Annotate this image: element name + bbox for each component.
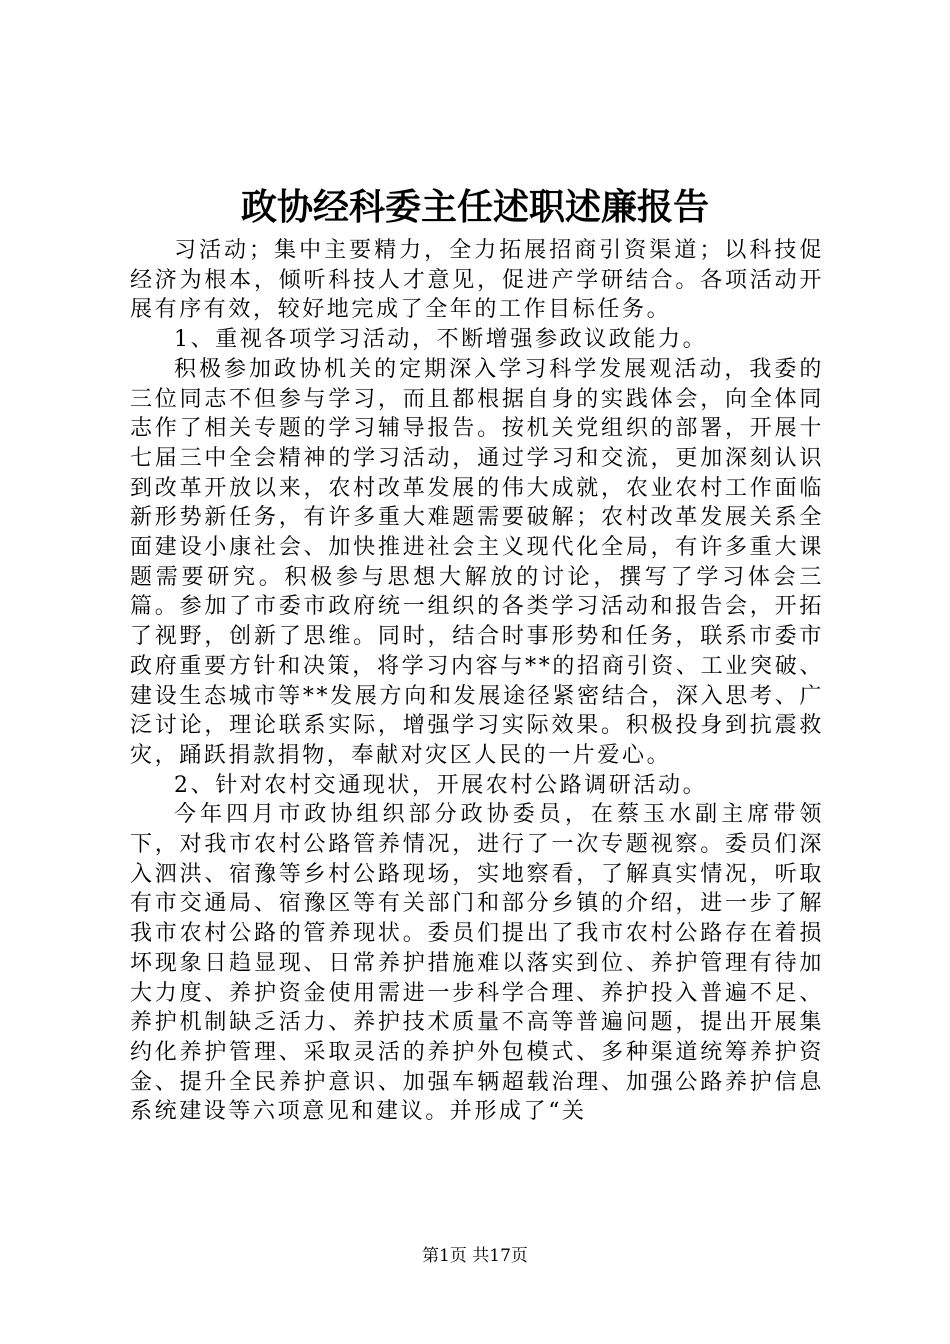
- paragraph: 今年四月市政协组织部分政协委员，在蔡玉水副主席带领下，对我市农村公路管养情况，进行了一次专题视察。委员们深入泗洪、宿豫等乡村公路现场，实地察看，了解真实情况，听取有市交通局、宿豫区等有关部门和部分乡镇的介绍，进一步了解我市农村公路的管养现状。委员们提出了我市农村公路存在着损坏现象日趋显现、日常养护措施难以落实到位、养护管理有待加大力度、养护资金使用需进一步科学合理、养护投入普遍不足、养护机制缺乏活力、养护技术质量不高等普遍问题，提出开展集约化养护管理、采取灵活的养护外包模式、多种渠道统筹养护资金、提升全民养护意识、加强车辆超载治理、加强公路养护信息系统建设等六项意见和建议。并形成了“关: [130, 802, 824, 1125]
- paragraph: 积极参加政协机关的定期深入学习科学发展观活动，我委的三位同志不但参与学习，而且都根据自身的实践体会，向全体同志作了相关专题的学习辅导报告。按机关党组织的部署，开展十七届三中全会精神的学习活动，通过学习和交流，更加深刻认识到改革开放以来，农村改革发展的伟大成就，农业农村工作面临新形势新任务，有许多重大难题需要破解；农村改革发展关系全面建设小康社会、加快推进社会主义现代化全局，有许多重大课题需要研究。积极参与思想大解放的讨论，撰写了学习体会三篇。参加了市委市政府统一组织的各类学习活动和报告会，开拓了视野，创新了思维。同时，结合时事形势和任务，联系市委市政府重要方针和决策，将学习内容与**的招商引资、工业突破、建设生态城市等**发展方向和发展途径紧密结合，深入思考、广泛讨论，理论联系实际，增强学习实际效果。积极投身到抗震救灾，踊跃捐款捐物，奉献对灾区人民的一片爱心。: [130, 356, 824, 768]
- paragraph: 习活动；集中主要精力，全力拓展招商引资渠道；以科技促经济为根本，倾听科技人才意见，促进产学研结合。各项活动开展有序有效，较好地完成了全年的工作目标任务。: [130, 238, 824, 323]
- page-number-total: 共17页: [472, 1246, 528, 1266]
- section-heading: 2、针对农村交通现状，开展农村公路调研活动。: [174, 772, 708, 798]
- page-number-current: 第1页: [422, 1246, 467, 1266]
- section-heading: 1、重视各项学习活动，不断增强参政议政能力。: [174, 327, 708, 353]
- document-title: 政协经科委主任述职述廉报告: [240, 186, 709, 228]
- document-body: [130, 236, 824, 1127]
- page-footer: [0, 1244, 950, 1268]
